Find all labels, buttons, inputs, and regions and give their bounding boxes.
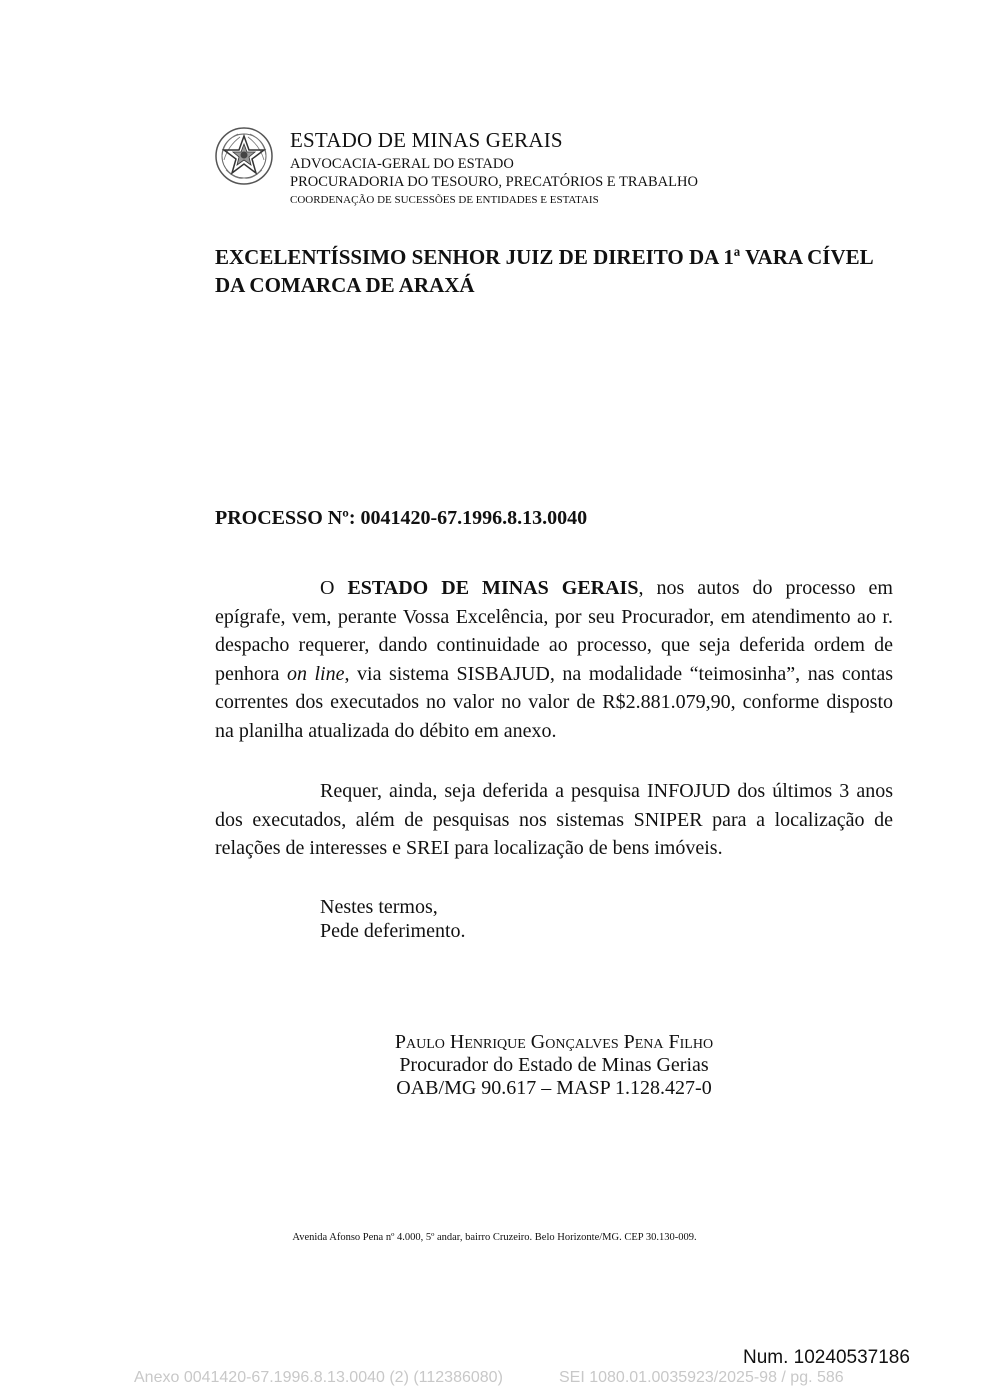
stamp-sei-page: SEI 1080.01.0035923/2025-98 / pg. 586: [559, 1369, 844, 1386]
closing-line-2: Pede deferimento.: [320, 920, 466, 942]
addressee: [215, 243, 893, 299]
coat-of-arms-icon: [214, 126, 274, 186]
party-name: ESTADO DE MINAS GERAIS: [347, 577, 639, 599]
footer-address: Avenida Afonso Pena nº 4.000, 5º andar, bairro Cruzeiro. Belo Horizonte/MG. CEP 30.130-009.: [292, 1232, 697, 1243]
process-number: [215, 507, 587, 530]
paragraph-lead: O: [320, 577, 348, 599]
closing-line-1: Nestes termos,: [320, 896, 438, 918]
paragraph-additional-request: Requer, ainda, seja deferida a pesquisa INFOJUD dos últimos 3 anos dos executados, além de pesquisas nos sistemas SNIPER para a localização de relações de interesses e SREI para localização de bens imóveis.: [215, 780, 893, 860]
addressee-line-1: EXCELENTÍSSIMO SENHOR JUIZ DE DIREITO DA 1ª VARA CÍVEL: [215, 245, 874, 269]
paragraph-text-a: , nos autos do processo em epígrafe, vem, perante Vossa Excelência, por seu Procurador, em atendimento ao r. despacho requerer, dando continuidade ao processo, que seja deferida ordem de penhora: [215, 577, 893, 685]
header-office: ADVOCACIA-GERAL DO ESTADO: [290, 156, 514, 172]
paragraph-request: [215, 574, 893, 746]
signer-title: Procurador do Estado de Minas Gerias: [399, 1054, 709, 1076]
stamp-attachment: Anexo 0041420-67.1996.8.13.0040 (2) (112386080): [134, 1369, 503, 1386]
process-value: 0041420-67.1996.8.13.0040: [360, 507, 588, 529]
signer-name: Paulo Henrique Gonçalves Pena Filho: [394, 1031, 714, 1053]
closing: [320, 895, 466, 943]
addressee-line-2: DA COMARCA DE ARAXÁ: [215, 273, 475, 297]
signature-block: [300, 1031, 808, 1100]
process-label: PROCESSO Nº:: [215, 507, 356, 529]
paragraph-text-b: , via sistema SISBAJUD, na modalidade “teimosinha”, nas contas correntes dos executados no valor no valor de R$2.881.079,90, conforme disposto na planilha atualizada do débito em anexo.: [215, 662, 893, 742]
header-state: ESTADO DE MINAS GERAIS: [290, 128, 563, 152]
header-coordenacao: COORDENAÇÃO DE SUCESSÕES DE ENTIDADES E ESTATAIS: [290, 194, 599, 206]
paragraph-italic: on line: [286, 662, 345, 685]
signer-registration: OAB/MG 90.617 – MASP 1.128.427-0: [396, 1077, 712, 1099]
header-procuradoria: PROCURADORIA DO TESOURO, PRECATÓRIOS E TRABALHO: [290, 174, 698, 190]
document-number: Num. 10240537186: [743, 1347, 910, 1368]
